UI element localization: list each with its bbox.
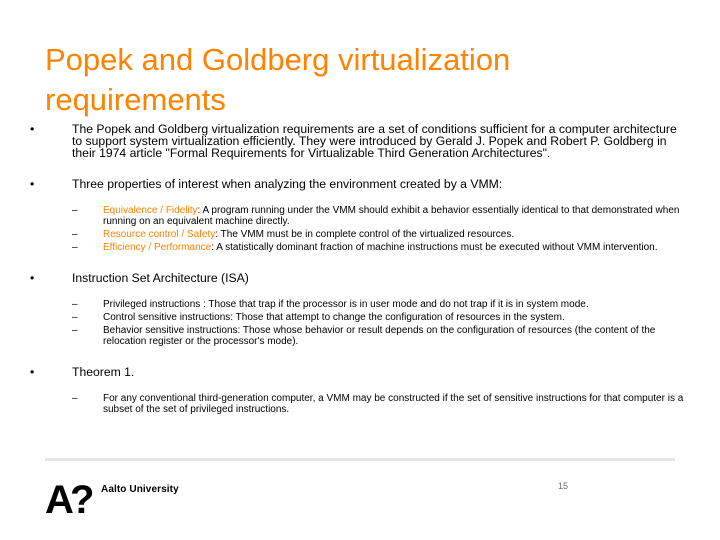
sub-list (72, 299, 690, 347)
aalto-logo-icon (45, 478, 95, 518)
sub-item-text: Privileged instructions : Those that trap if the processor is in user mode and do not trap if it is in system mode. (103, 299, 589, 310)
sub-list (72, 393, 690, 415)
bullet-text: Theorem 1. (72, 365, 135, 379)
bullet-theorem (30, 366, 690, 415)
page-number: 15 (558, 481, 569, 491)
sub-item-equivalence (72, 205, 690, 227)
sub-item-control-sensitive (72, 312, 690, 323)
sub-item-behavior-sensitive (72, 325, 690, 347)
slide-body (30, 123, 690, 434)
dash-marker: – (72, 312, 78, 323)
sub-item-text: : A program running under the VMM should exhibit a behavior essentially identical to that demonstrated when running on an equivalent machine directly. (103, 205, 680, 227)
dash-marker: – (72, 299, 78, 310)
dash-marker: – (72, 229, 78, 240)
term-efficiency: Efficiency / Performance (103, 242, 212, 253)
dash-marker: – (72, 205, 78, 216)
bullet-text: Instruction Set Architecture (ISA) (72, 271, 249, 285)
slide-title: Popek and Goldberg virtualization requirements (45, 42, 511, 117)
bullet-marker: • (30, 271, 35, 285)
sub-item-theorem-statement (72, 393, 690, 415)
bullet-three-properties (30, 178, 690, 253)
sub-item-resource-control (72, 229, 690, 240)
logo-mark: ? (70, 478, 95, 518)
bullet-marker: • (30, 365, 35, 379)
logo-letter: A (45, 478, 74, 518)
bullet-text: Three properties of interest when analyzing the environment created by a VMM: (72, 177, 503, 191)
dash-marker: – (72, 393, 78, 404)
footer-divider (45, 458, 675, 461)
university-name: Aalto University (101, 484, 179, 495)
sub-list (72, 205, 690, 253)
sub-item-text: For any conventional third-generation computer, a VMM may be constructed if the set of sensitive instructions for that computer is a subset of the set of privileged instructions. (103, 393, 684, 415)
sub-item-text: : A statistically dominant fraction of machine instructions must be executed without VMM intervention. (211, 242, 658, 253)
bullet-isa (30, 272, 690, 347)
sub-item-text: Control sensitive instructions: Those that attempt to change the configuration of resources in the system. (103, 312, 565, 323)
dash-marker: – (72, 242, 78, 253)
bullet-popek-goldberg (30, 123, 690, 159)
dash-marker: – (72, 325, 78, 336)
bullet-text: The Popek and Goldberg virtualization requirements are a set of conditions sufficient for a computer architecture to support system virtualization efficiently. They were introduced by Gerald J. Popek and Robert P. Goldberg in their 1974 article "Formal Requirements for Virtualizable Third Generation Architectures". (72, 122, 677, 160)
sub-item-privileged (72, 299, 690, 310)
sub-item-efficiency (72, 242, 690, 253)
term-equivalence: Equivalence / Fidelity (103, 205, 198, 216)
sub-item-text: : The VMM must be in complete control of the virtualized resources. (215, 229, 515, 240)
bullet-marker: • (30, 122, 35, 136)
term-resource-control: Resource control / Safety (103, 229, 216, 240)
bullet-marker: • (30, 177, 35, 191)
sub-item-text: Behavior sensitive instructions: Those whose behavior or result depends on the configuration of resources (the content of the relocation register or the processor's mode). (103, 325, 656, 347)
